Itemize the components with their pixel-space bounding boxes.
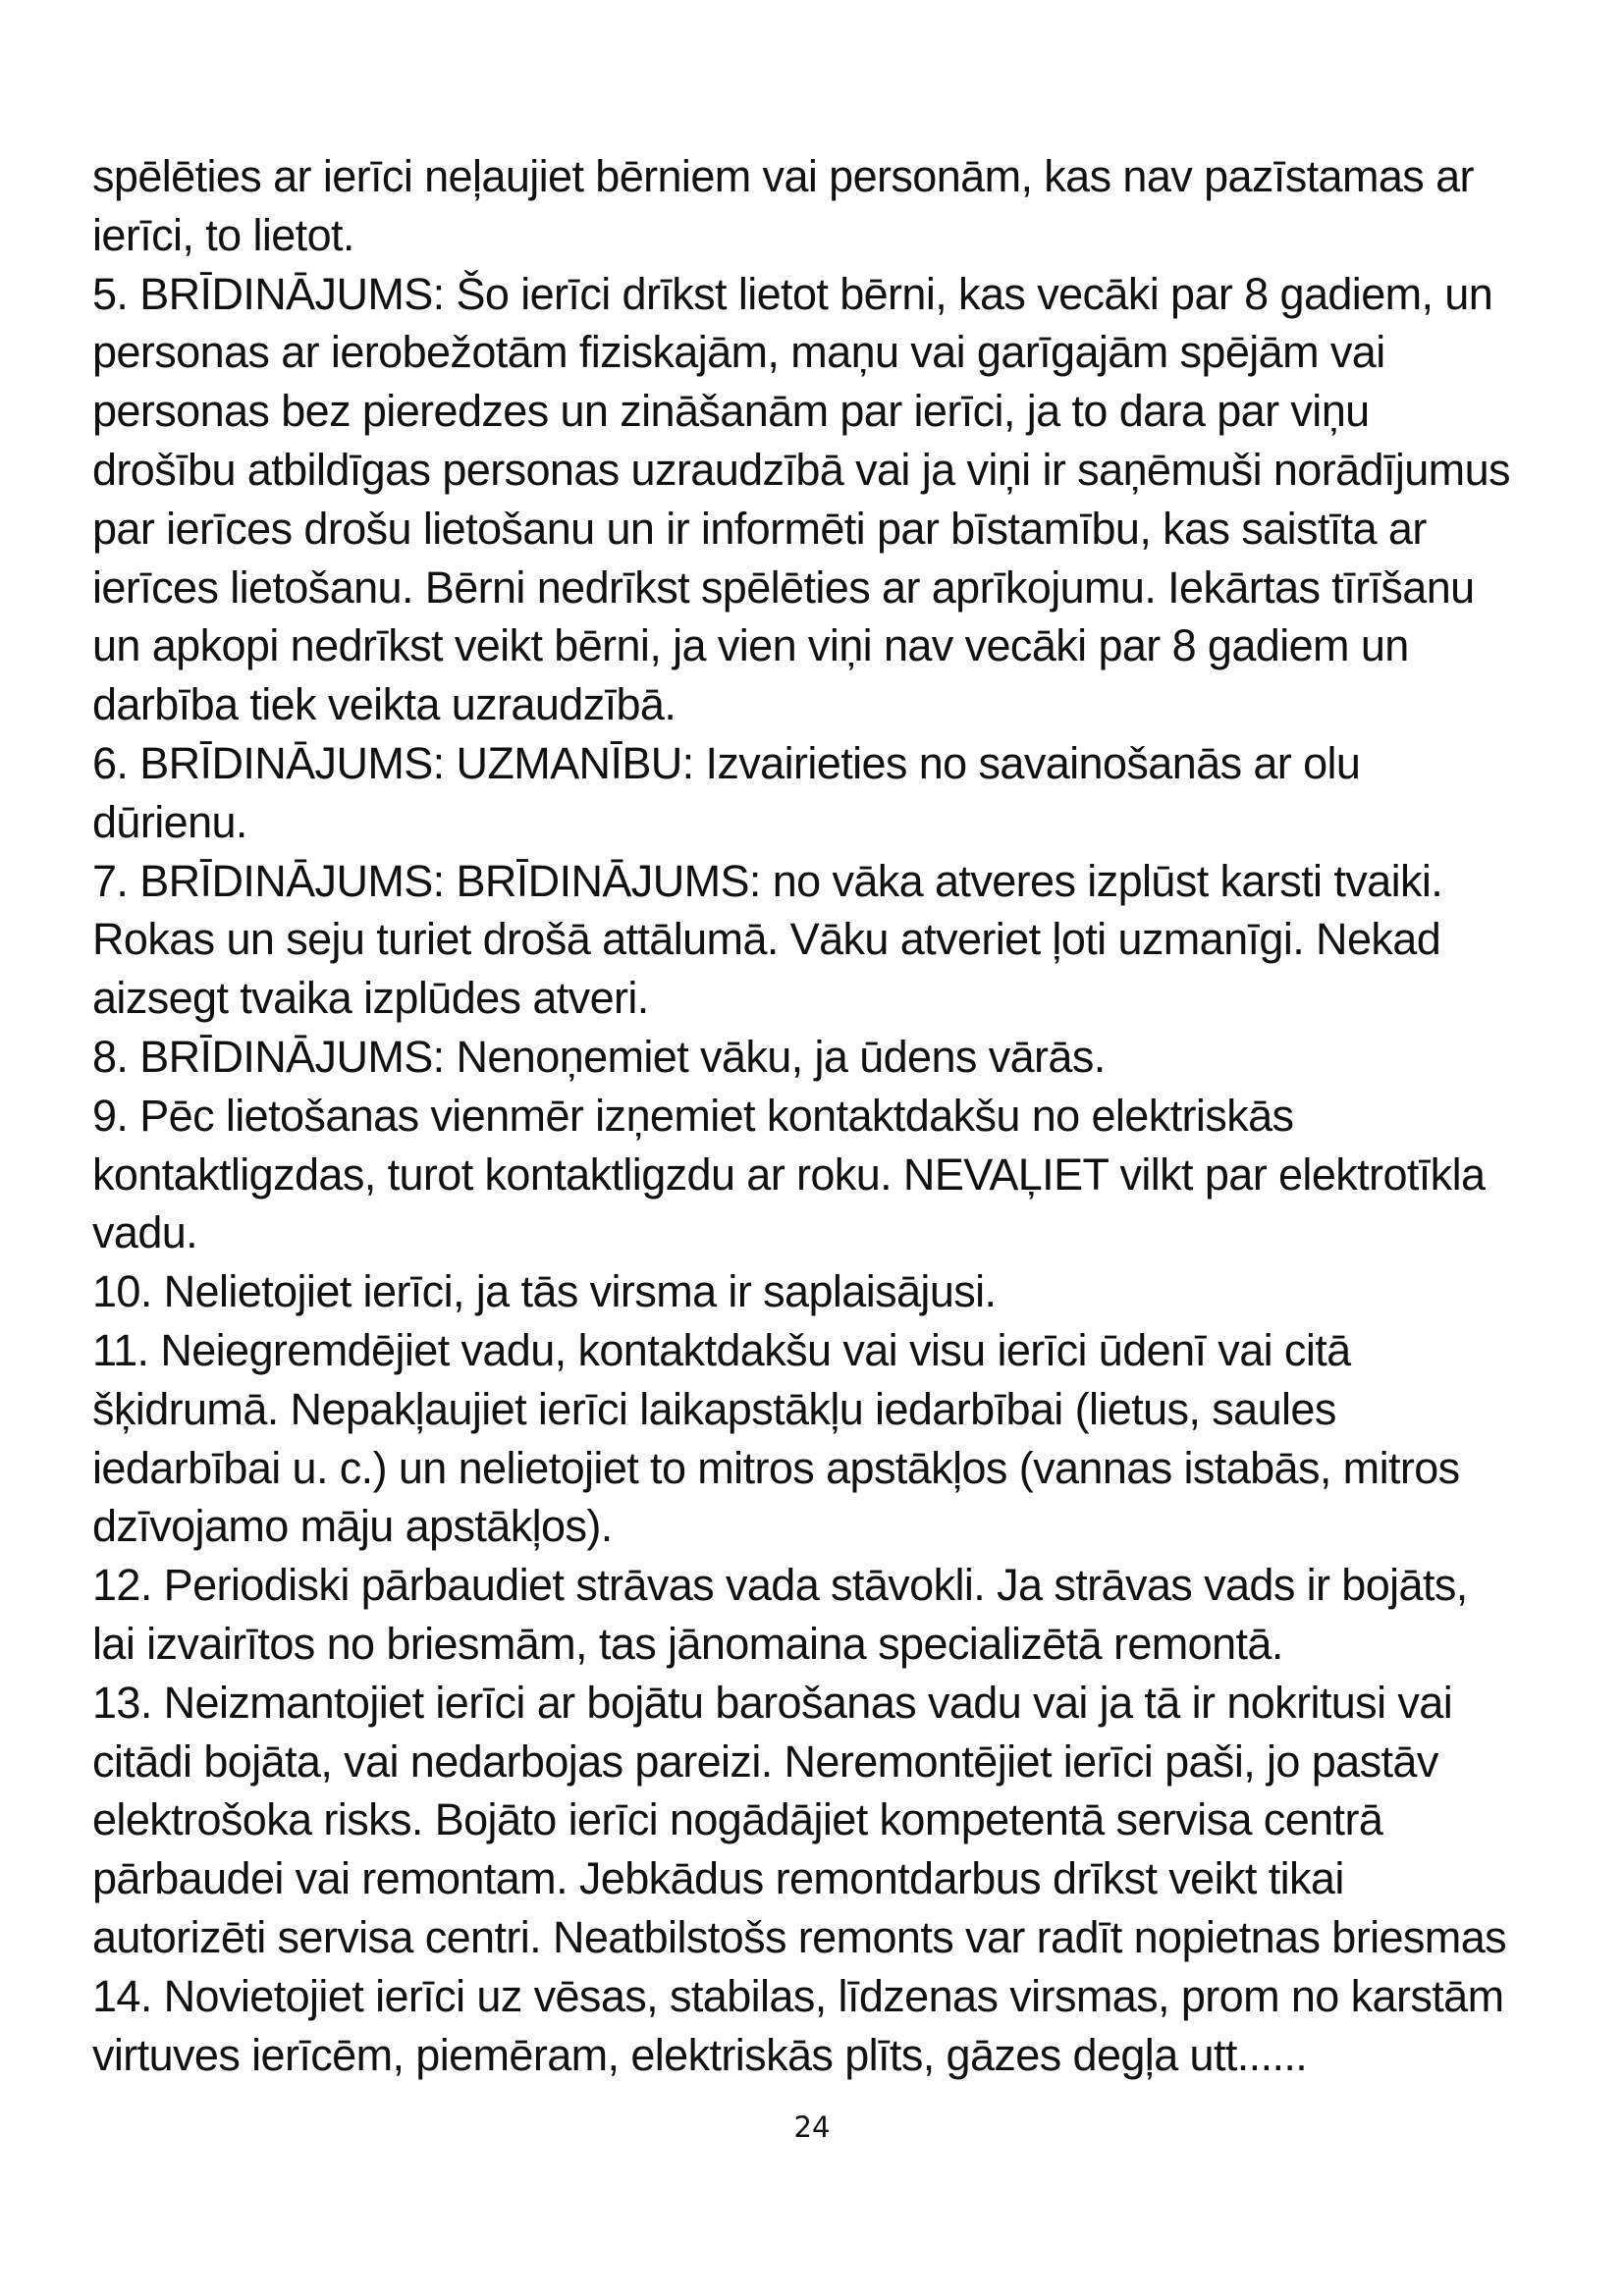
text-line: darbība tiek veikta uzraudzībā.	[92, 679, 677, 730]
text-line: 7. BRĪDINĀJUMS: BRĪDINĀJUMS: no vāka atveres izplūst karsti tvaiki.	[92, 855, 1443, 906]
text-line: elektrošoka risks. Bojāto ierīci nogādājiet kompetentā servisa centrā	[92, 1794, 1383, 1845]
instructions-text	[92, 147, 1545, 2084]
text-line: dūrienu.	[92, 796, 247, 847]
text-line: 5. BRĪDINĀJUMS: Šo ierīci drīkst lietot bērni, kas vecāki par 8 gadiem, un	[92, 268, 1493, 319]
text-line: 10. Nelietojiet ierīci, ja tās virsma ir saplaisājusi.	[92, 1266, 997, 1317]
text-line: 14. Novietojiet ierīci uz vēsas, stabilas, līdzenas virsmas, prom no karstām	[92, 1970, 1504, 2021]
text-line: spēlēties ar ierīci neļaujiet bērniem vai personām, kas nav pazīstamas ar	[92, 151, 1474, 201]
text-line: ierīces lietošanu. Bērni nedrīkst spēlēties ar aprīkojumu. Iekārtas tīrīšanu	[92, 561, 1475, 613]
text-line: kontaktligzdas, turot kontaktligzdu ar roku. NEVAĻIET vilkt par elektrotīkla	[92, 1148, 1486, 1200]
text-line: 6. BRĪDINĀJUMS: UZMANĪBU: Izvairieties no savainošanās ar olu	[92, 737, 1361, 788]
text-line: drošību atbildīgas personas uzraudzībā vai ja viņi ir saņēmuši norādījumus	[92, 444, 1510, 495]
text-line: pārbaudei vai remontam. Jebkādus remontdarbus drīkst veikt tikai	[92, 1853, 1344, 1904]
text-line: 13. Neizmantojiet ierīci ar bojātu barošanas vadu vai ja tā ir nokritusi vai	[92, 1677, 1453, 1728]
text-line: šķidrumā. Nepakļaujiet ierīci laikapstākļu iedarbībai (lietus, saules	[92, 1383, 1336, 1434]
text-line: 11. Neiegremdējiet vadu, kontaktdakšu vai visu ierīci ūdenī vai citā	[92, 1324, 1351, 1375]
text-line: dzīvojamo māju apstākļos).	[92, 1501, 613, 1552]
page-number: 24	[793, 2110, 831, 2144]
text-line: autorizēti servisa centri. Neatbilstošs remonts var radīt nopietnas briesmas	[92, 1911, 1507, 1962]
text-line: lai izvairītos no briesmām, tas jānomaina specializētā remontā.	[92, 1618, 1283, 1669]
text-line: aizsegt tvaika izplūdes atveri.	[92, 973, 649, 1024]
text-line: un apkopi nedrīkst veikt bērni, ja vien viņi nav vecāki par 8 gadiem un	[92, 620, 1409, 671]
text-line: 9. Pēc lietošanas vienmēr izņemiet kontaktdakšu no elektriskās	[92, 1090, 1294, 1141]
text-line: ierīci, to lietot.	[92, 209, 354, 260]
text-line: personas ar ierobežotām fiziskajām, maņu vai garīgajām spējām vai	[92, 327, 1385, 378]
text-line: citādi bojāta, vai nedarbojas pareizi. Neremontējiet ierīci paši, jo pastāv	[92, 1735, 1438, 1787]
text-line: virtuves ierīcēm, piemēram, elektriskās plīts, gāzes degļa utt......	[92, 2029, 1308, 2080]
text-line: vadu.	[92, 1207, 198, 1258]
text-line: par ierīces drošu lietošanu un ir informēti par bīstamību, kas saistīta ar	[92, 503, 1427, 554]
text-line: 8. BRĪDINĀJUMS: Nenoņemiet vāku, ja ūdens vārās.	[92, 1031, 1106, 1082]
text-line: personas bez pieredzes un zināšanām par ierīci, ja to dara par viņu	[92, 386, 1370, 437]
text-line: iedarbībai u. c.) un nelietojiet to mitros apstākļos (vannas istabās, mitros	[92, 1442, 1460, 1493]
text-line: Rokas un seju turiet drošā attālumā. Vāku atveriet ļoti uzmanīgi. Nekad	[92, 914, 1441, 965]
text-line: 12. Periodiski pārbaudiet strāvas vada stāvokli. Ja strāvas vads ir bojāts,	[92, 1560, 1468, 1611]
